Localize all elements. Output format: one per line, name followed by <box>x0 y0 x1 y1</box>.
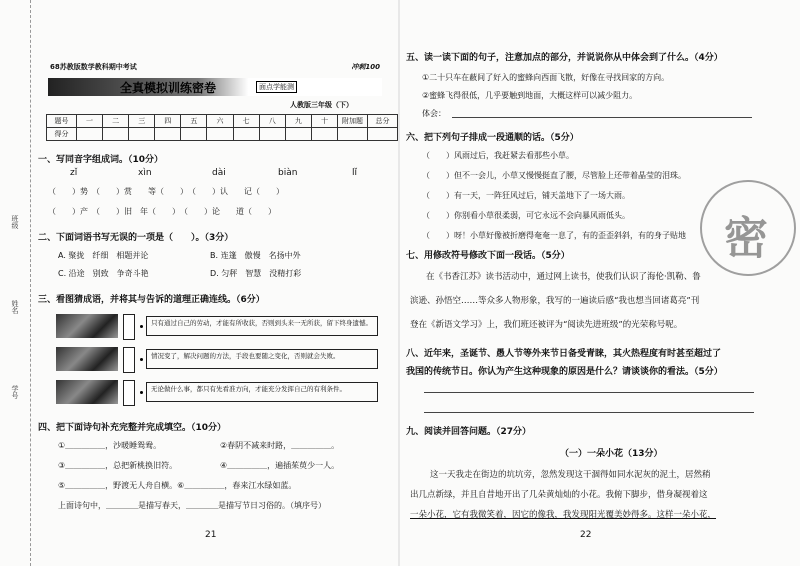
score-cell[interactable] <box>181 128 207 141</box>
connect-dot[interactable] <box>140 358 143 361</box>
q2-option-c: C. 沿途 别致 争奇斗艳 <box>58 269 149 278</box>
exam-title: 全真模拟训练密卷 <box>120 81 217 95</box>
picture-3 <box>56 380 118 404</box>
q6-item-5: （ ）呀！小草好像被折磨得奄奄一息了，有的歪歪斜斜，有的身子贴地 <box>422 231 686 240</box>
title-banner <box>48 78 382 96</box>
question-2-title: 二、下面词语书写无误的一项是（ ）。（3分） <box>38 233 234 243</box>
score-header-label: 题号 <box>47 115 77 128</box>
reading-line-2: 出几点新绿，并且自昔地开出了几朵黄灿灿的小花。我俯下脚步，借身凝视着这 <box>410 490 708 500</box>
q4-line-1b: ②春阴不减来时路，＿＿＿＿＿。 <box>220 441 340 450</box>
edition-label: 人教版三年级（下） <box>290 101 353 109</box>
q5-sentence-1: ①二十只车在蔽间了好入的蜜蜂向西面飞散，好像在寻找回家的方向。 <box>422 73 670 82</box>
score-header-cell: 八 <box>259 115 285 128</box>
left-page <box>0 0 398 566</box>
score-header-cell: 四 <box>155 115 181 128</box>
score-header-cell: 六 <box>207 115 233 128</box>
header-brand: 冲刺100 <box>351 63 380 71</box>
score-header-cell: 九 <box>285 115 311 128</box>
score-cell[interactable] <box>259 128 285 141</box>
q5-answer-line[interactable] <box>452 117 752 118</box>
score-header-cell: 十 <box>311 115 337 128</box>
question-5-title: 五、读一读下面的句子，注意加点的部分，并说说你从中体会到了什么。（4分） <box>406 53 723 63</box>
question-9-title: 九、阅读并回答问题。（27分） <box>406 427 532 437</box>
idiom-box-2 <box>123 347 135 373</box>
reading-line-1: 这一天我走在街边的坑坑旁，忽然发现这干涸得如同水泥灰的泥土，居然稍 <box>430 470 711 480</box>
reading-line-3: 一朵小花，它有我微笑着，因它的像我，我发现阳光覆美妙得多。这样一朵小花， <box>410 510 717 520</box>
q2-option-a: A. 聚拢 纤细 相题并论 <box>58 251 149 260</box>
page-number-right: 22 <box>580 530 592 540</box>
score-header-cell: 五 <box>181 115 207 128</box>
q4-line-1a: ①＿＿＿＿＿，沙暖睡鸳鸯。 <box>58 441 162 450</box>
pinyin-4: biàn <box>278 168 298 178</box>
lesson-2: 情况变了，解决问题的方法，手段也要随之变化，否则就会失败。 <box>146 349 378 369</box>
confidential-seal <box>700 180 796 276</box>
pinyin-2: xìn <box>138 168 152 178</box>
question-6-title: 六、把下列句子排成一段通顺的话。（5分） <box>406 133 579 143</box>
pinyin-3: dài <box>212 168 226 178</box>
strip-label-name: 姓名 <box>11 300 19 314</box>
pinyin-1: zǐ <box>70 168 78 178</box>
score-row-label: 得分 <box>47 128 77 141</box>
q5-feeling-label: 体会： <box>422 109 446 118</box>
score-header-cell: 三 <box>129 115 155 128</box>
score-cell[interactable] <box>207 128 233 141</box>
score-header-cell: 二 <box>103 115 129 128</box>
question-4-title: 四、把下面诗句补充完整并完成填空。（10分） <box>38 423 227 433</box>
score-header-cell: 总分 <box>367 115 397 128</box>
q6-item-1: （ ）风雨过后，我赶紧去看那些小草。 <box>422 151 574 160</box>
q4-line-2b: ④＿＿＿＿＿，遍插茱萸少一人。 <box>220 461 340 470</box>
lesson-1: 只有通过自己的劳动，才能有所收获，否则到头来一无所获，留下终身遗憾。 <box>146 316 378 336</box>
exam-header <box>50 62 380 74</box>
q4-line-2a: ③＿＿＿＿＿，总把新桃换旧符。 <box>58 461 178 470</box>
score-header-cell: 一 <box>76 115 102 128</box>
right-page <box>400 0 800 566</box>
seal-text: 密 <box>724 213 768 264</box>
pinyin-5: lǐ <box>352 168 358 178</box>
q7-line-1: 在《书香江苏》读书活动中，通过网上读书，使我们认识了海伦·凯勒、鲁 <box>426 272 701 282</box>
strip-label-class: 班级 <box>11 215 19 229</box>
q6-item-3: （ ）有一天，一阵狂风过后，铺天盖地下了一场大雨。 <box>422 191 630 200</box>
binding-strip <box>0 0 31 566</box>
q1-row-1: （ ）势 （ ）赏 等（ ） （ ）认 记（ ） <box>48 187 284 196</box>
score-header-cell: 七 <box>233 115 259 128</box>
strip-label-number: 学号 <box>11 385 19 399</box>
picture-2 <box>56 347 118 371</box>
question-8-title: 八、近年来，圣诞节、愚人节等外来节日备受青睐，其火热程度有时甚至超过了 <box>406 349 722 359</box>
score-header-row <box>47 115 398 128</box>
reading-title: （一）一朵小花（13分） <box>560 449 663 459</box>
connect-dot[interactable] <box>140 391 143 394</box>
page-number-left: 21 <box>205 530 217 540</box>
q6-item-2: （ ）但不一会儿，小草又慢慢挺直了腰，尽管脸上还带着晶莹的泪珠。 <box>422 171 686 180</box>
q7-line-2: 滨逊、孙悟空……等众多人物形象，我写的一遍读后感“我也想当回诸葛亮”刊 <box>410 296 700 306</box>
title-tag: 面点学能测 <box>256 81 297 93</box>
q4-line-4: 上面诗句中，＿＿＿＿是描写春天，＿＿＿＿是描写节日习俗的。（填序号） <box>58 501 326 510</box>
q7-line-3: 登在《新语文学习》上，我们班还被评为“阅读先进班级”的光荣称号呢。 <box>410 320 683 330</box>
idiom-box-1 <box>123 314 135 340</box>
score-cell[interactable] <box>155 128 181 141</box>
q8-answer-line-2[interactable] <box>424 412 754 413</box>
score-cell[interactable] <box>285 128 311 141</box>
score-cell[interactable] <box>233 128 259 141</box>
score-cell[interactable] <box>367 128 397 141</box>
q4-line-3: ⑤＿＿＿＿＿，野渡无人舟自横。⑥＿＿＿＿＿，春来江水绿如蓝。 <box>58 481 297 490</box>
score-cell[interactable] <box>129 128 155 141</box>
score-header-cell: 附加题 <box>338 115 368 128</box>
q2-option-b: B. 连篷 傲慢 名扬中外 <box>210 251 301 260</box>
question-3-title: 三、看图猜成语，并将其与告诉的道理正确连线。（6分） <box>38 295 265 305</box>
score-cell[interactable] <box>76 128 102 141</box>
score-table <box>46 114 398 141</box>
q2-option-d: D. 匀秤 智慧 没精打彩 <box>210 269 302 278</box>
picture-1 <box>56 314 118 338</box>
score-cell[interactable] <box>311 128 337 141</box>
q8-answer-line-1[interactable] <box>424 392 754 393</box>
q1-row-2: （ ）产 （ ）旧 年（ ） （ ）论 道（ ） <box>48 207 276 216</box>
question-7-title: 七、用修改符号修改下面一段话。（5分） <box>406 251 570 261</box>
header-series: 68苏教版数学教科期中考试 <box>50 63 137 71</box>
lesson-3: 无论做什么事，都只有先看准方向，才能充分发挥自己的有利条件。 <box>146 382 378 402</box>
score-cell[interactable] <box>338 128 368 141</box>
score-cell[interactable] <box>103 128 129 141</box>
idiom-box-3 <box>123 380 135 406</box>
q5-sentence-2: ②蜜蜂飞得很低，几乎要触到地面，大概这样可以减少阻力。 <box>422 91 638 100</box>
question-8-line-2: 我国的传统节日。你认为产生这种现象的原因是什么？请谈谈你的看法。（5分） <box>406 367 723 377</box>
q6-item-4: （ ）你别看小草很柔弱，可它永远不会向暴风雨低头。 <box>422 211 630 220</box>
score-value-row <box>47 128 398 141</box>
connect-dot[interactable] <box>140 325 143 328</box>
question-1-title: 一、写同音字组成词。（10分） <box>38 155 164 165</box>
